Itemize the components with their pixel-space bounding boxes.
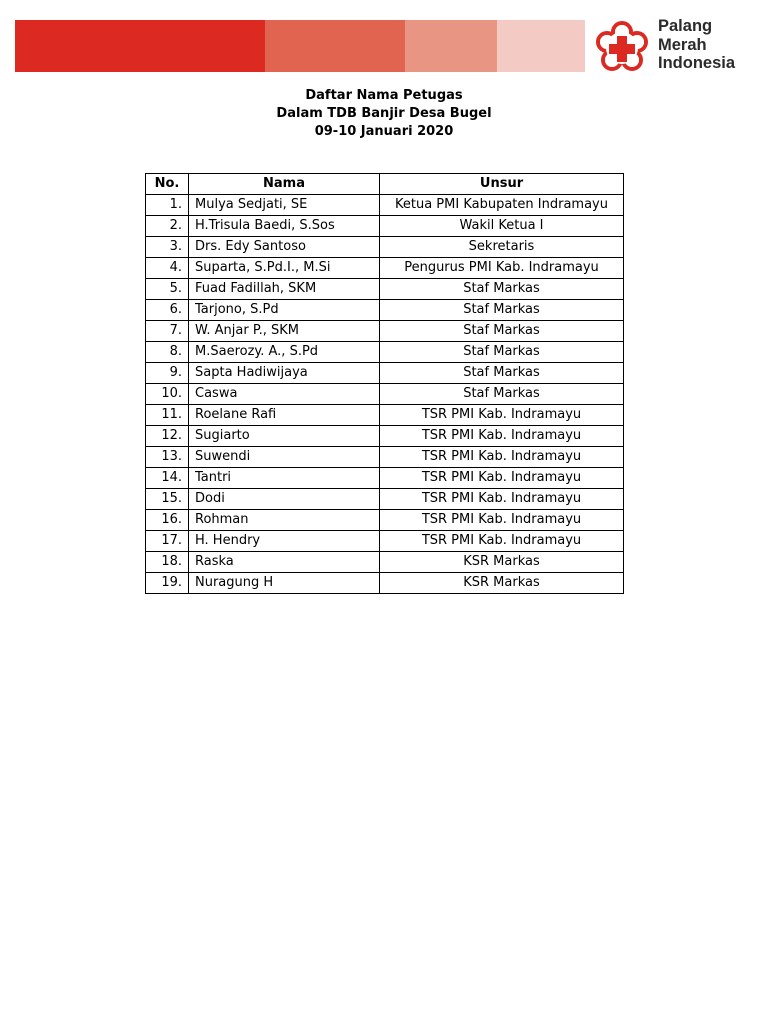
cell-no: 3. — [146, 237, 189, 258]
cell-nama: Nuragung H — [189, 573, 380, 594]
band-segment — [265, 20, 405, 72]
table-row — [146, 531, 624, 552]
cell-no: 1. — [146, 195, 189, 216]
cell-unsur: TSR PMI Kab. Indramayu — [380, 531, 624, 552]
cell-unsur: TSR PMI Kab. Indramayu — [380, 489, 624, 510]
table-row — [146, 300, 624, 321]
cell-unsur: TSR PMI Kab. Indramayu — [380, 426, 624, 447]
cell-no: 18. — [146, 552, 189, 573]
table-row — [146, 258, 624, 279]
cell-no: 17. — [146, 531, 189, 552]
cell-nama: Sapta Hadiwijaya — [189, 363, 380, 384]
logo-wordmark — [658, 17, 735, 73]
cell-nama: H.Trisula Baedi, S.Sos — [189, 216, 380, 237]
header-no: No. — [146, 174, 189, 195]
table-row — [146, 510, 624, 531]
cell-nama: Suparta, S.Pd.I., M.Si — [189, 258, 380, 279]
table-row — [146, 552, 624, 573]
band-segment — [405, 20, 497, 72]
header-nama: Nama — [189, 174, 380, 195]
cell-no: 5. — [146, 279, 189, 300]
logo-line: Merah — [658, 35, 707, 54]
cell-no: 6. — [146, 300, 189, 321]
table-body — [146, 195, 624, 594]
table-row — [146, 468, 624, 489]
cell-unsur: TSR PMI Kab. Indramayu — [380, 405, 624, 426]
cell-unsur: TSR PMI Kab. Indramayu — [380, 510, 624, 531]
staff-table — [145, 173, 624, 594]
cell-nama: Sugiarto — [189, 426, 380, 447]
cell-unsur: TSR PMI Kab. Indramayu — [380, 447, 624, 468]
title-line-2: Dalam TDB Banjir Desa Bugel — [276, 106, 492, 121]
logo-line: Indonesia — [658, 54, 736, 72]
cell-nama: Tantri — [189, 468, 380, 489]
table-row — [146, 447, 624, 468]
cell-unsur: Staf Markas — [380, 363, 624, 384]
cell-nama: Drs. Edy Santoso — [189, 237, 380, 258]
cell-nama: M.Saerozy. A., S.Pd — [189, 342, 380, 363]
table-row — [146, 573, 624, 594]
cell-unsur: TSR PMI Kab. Indramayu — [380, 468, 624, 489]
cell-nama: Suwendi — [189, 447, 380, 468]
cell-unsur: Staf Markas — [380, 321, 624, 342]
cell-unsur: Ketua PMI Kabupaten Indramayu — [380, 195, 624, 216]
cell-nama: Fuad Fadillah, SKM — [189, 279, 380, 300]
cell-nama: W. Anjar P., SKM — [189, 321, 380, 342]
logo-line: Palang — [658, 17, 713, 35]
title-line-1: Daftar Nama Petugas — [305, 88, 463, 103]
cell-nama: Roelane Rafi — [189, 405, 380, 426]
table-row — [146, 342, 624, 363]
cell-nama: Dodi — [189, 489, 380, 510]
title-line-3: 09-10 Januari 2020 — [314, 124, 454, 139]
table-row — [146, 279, 624, 300]
cell-no: 19. — [146, 573, 189, 594]
table-row — [146, 216, 624, 237]
cell-nama: Rohman — [189, 510, 380, 531]
cell-no: 11. — [146, 405, 189, 426]
cell-no: 14. — [146, 468, 189, 489]
table-row — [146, 363, 624, 384]
band-segment — [15, 20, 265, 72]
cell-nama: Mulya Sedjati, SE — [189, 195, 380, 216]
cell-unsur: Pengurus PMI Kab. Indramayu — [380, 258, 624, 279]
cell-nama: Raska — [189, 552, 380, 573]
header-color-band — [15, 20, 585, 72]
table-row — [146, 384, 624, 405]
cell-unsur: KSR Markas — [380, 573, 624, 594]
cell-no: 15. — [146, 489, 189, 510]
cell-unsur: Sekretaris — [380, 237, 624, 258]
cell-no: 7. — [146, 321, 189, 342]
cell-nama: H. Hendry — [189, 531, 380, 552]
cell-no: 10. — [146, 384, 189, 405]
cell-unsur: Staf Markas — [380, 342, 624, 363]
cell-no: 13. — [146, 447, 189, 468]
red-cross-flower-icon — [594, 20, 650, 76]
cell-no: 16. — [146, 510, 189, 531]
band-segment — [497, 20, 585, 72]
table-row — [146, 489, 624, 510]
header-unsur: Unsur — [380, 174, 624, 195]
cell-unsur: KSR Markas — [380, 552, 624, 573]
table-header-row — [146, 174, 624, 195]
cell-nama: Tarjono, S.Pd — [189, 300, 380, 321]
table-row — [146, 195, 624, 216]
cell-no: 2. — [146, 216, 189, 237]
cell-no: 9. — [146, 363, 189, 384]
cell-no: 8. — [146, 342, 189, 363]
cell-nama: Caswa — [189, 384, 380, 405]
pmi-logo — [594, 18, 754, 74]
cell-no: 4. — [146, 258, 189, 279]
table-row — [146, 426, 624, 447]
cell-unsur: Staf Markas — [380, 300, 624, 321]
table-row — [146, 237, 624, 258]
cell-unsur: Wakil Ketua I — [380, 216, 624, 237]
table-row — [146, 321, 624, 342]
cell-unsur: Staf Markas — [380, 384, 624, 405]
document-title — [0, 87, 768, 141]
table-row — [146, 405, 624, 426]
cell-no: 12. — [146, 426, 189, 447]
cell-unsur: Staf Markas — [380, 279, 624, 300]
